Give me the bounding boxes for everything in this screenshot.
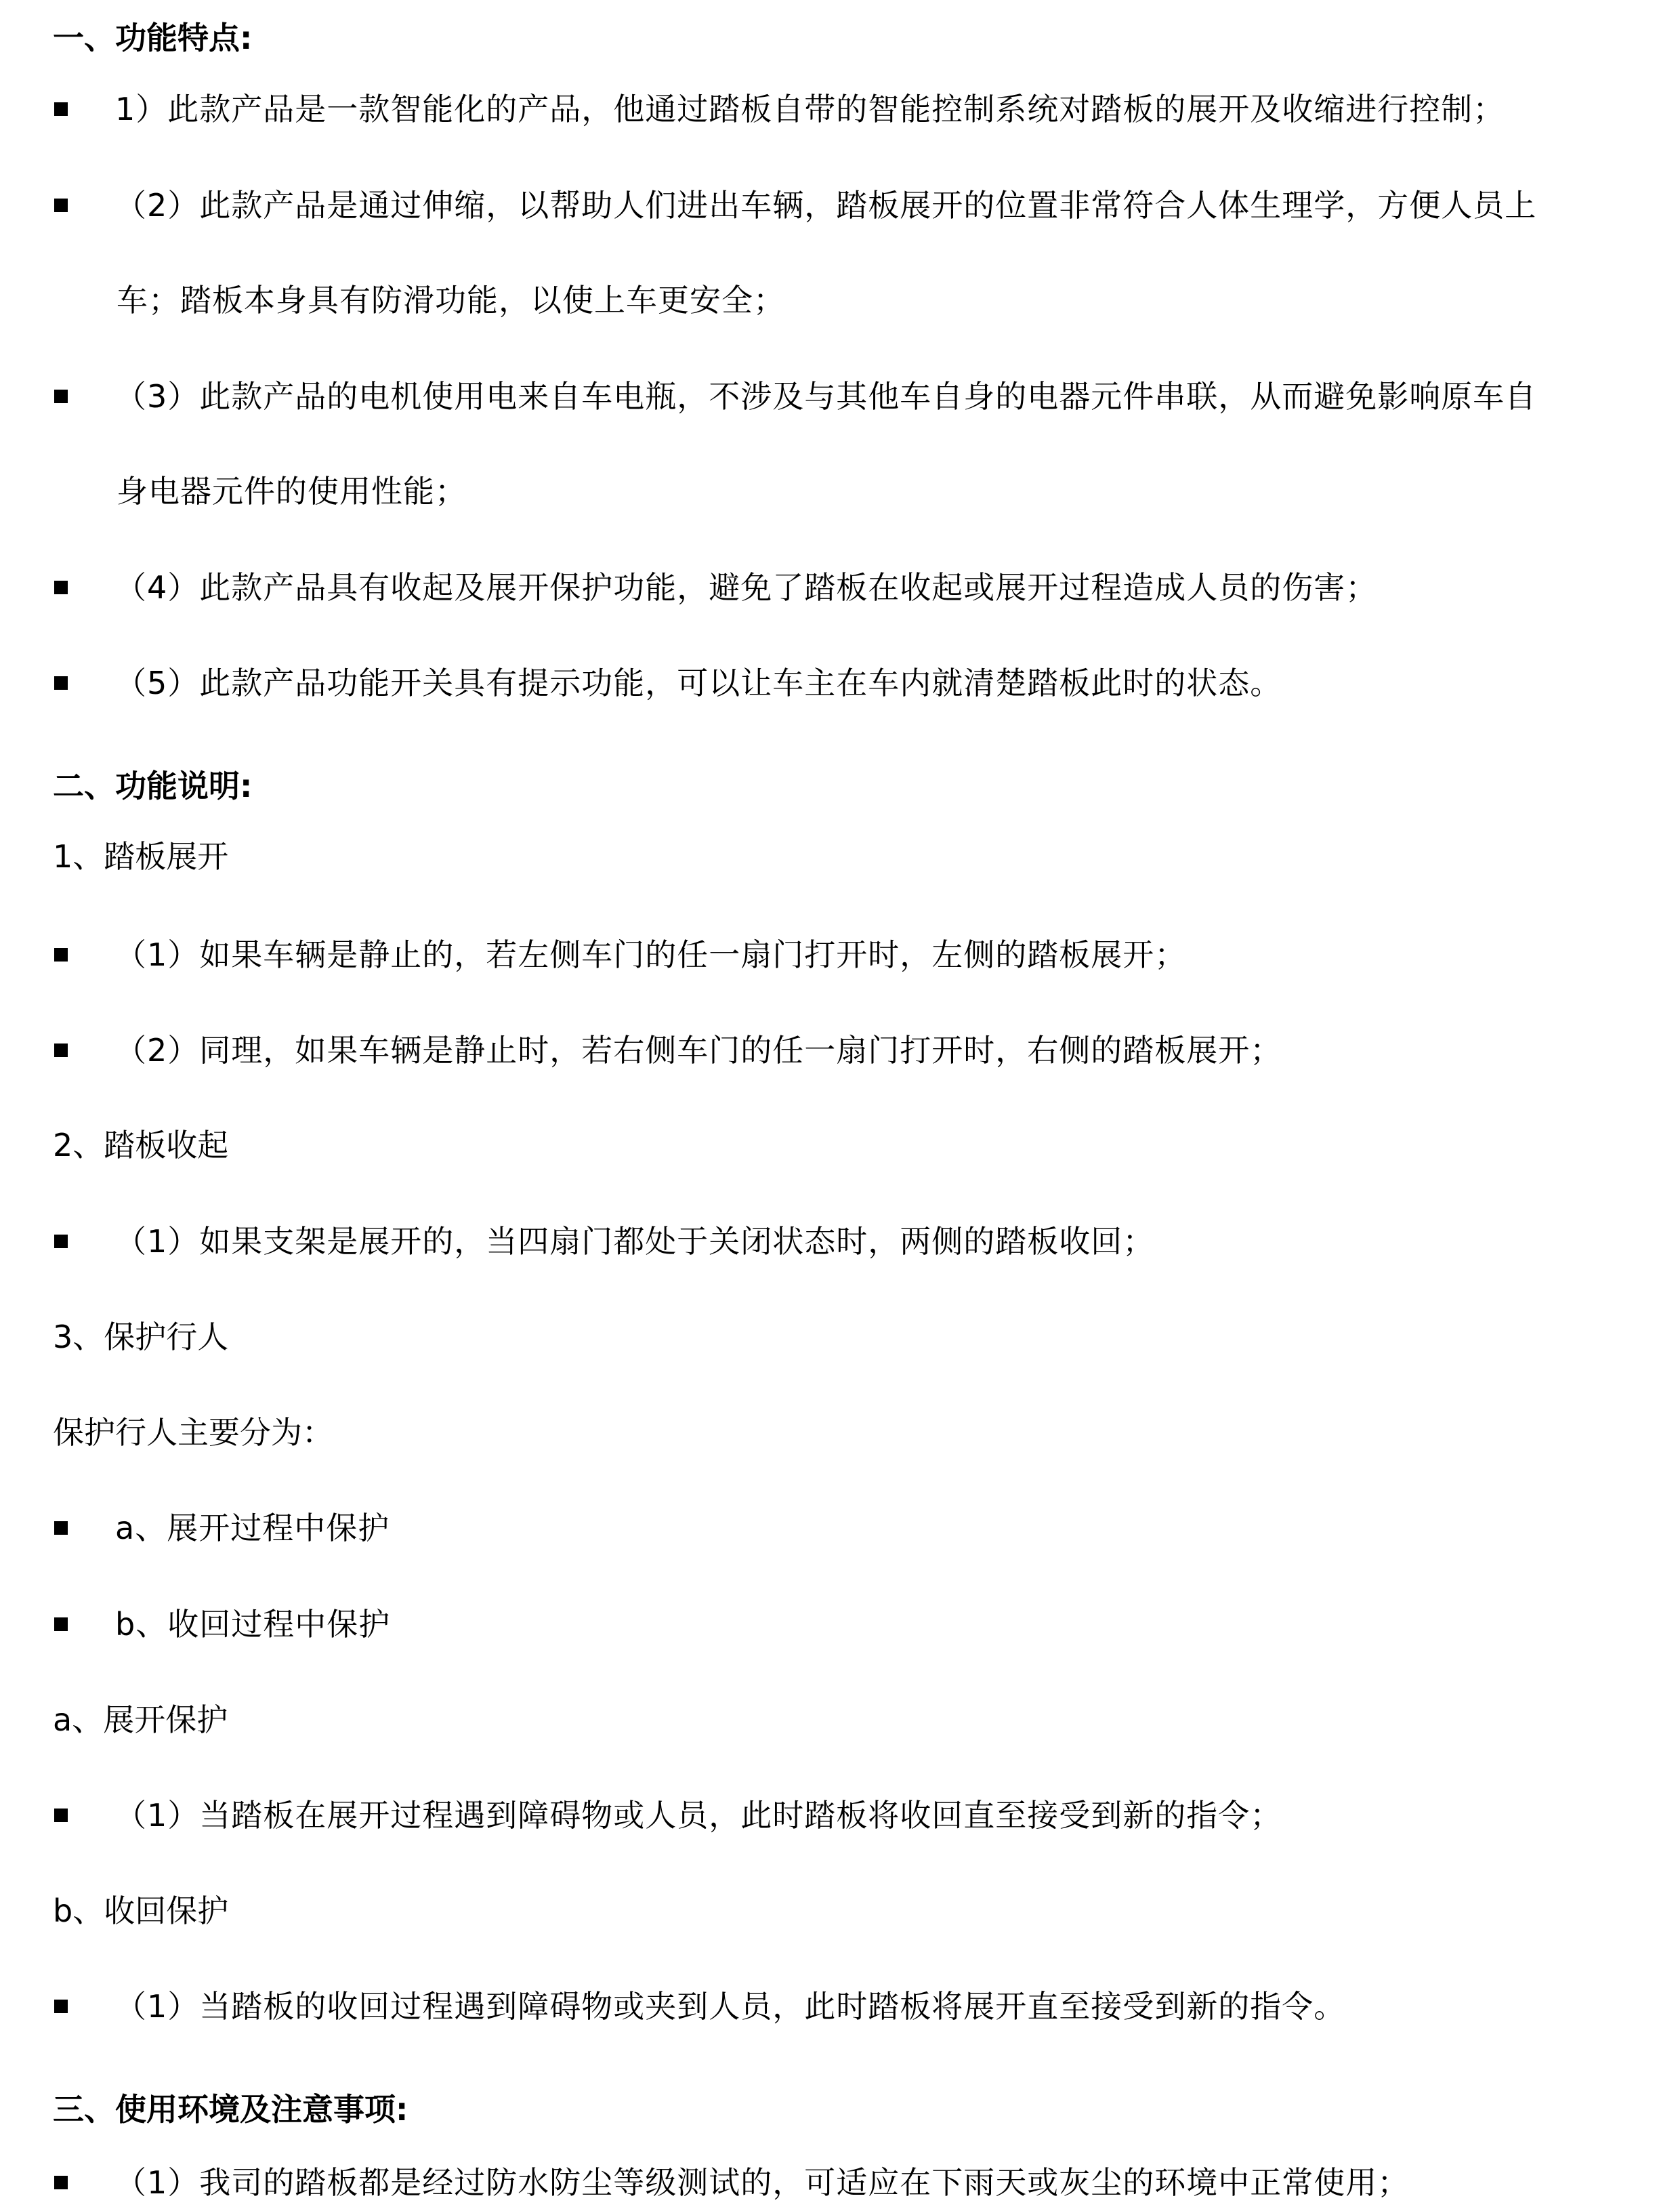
bullet-marker (54, 1043, 68, 1057)
list-item: （5）此款产品功能开关具有提示功能，可以让车主在车内就清楚踏板此时的状态。 (115, 665, 1282, 701)
bullet-marker (54, 1617, 68, 1631)
list-item: （1）如果支架是展开的，当四扇门都处于关闭状态时，两侧的踏板收回； (115, 1223, 1155, 1260)
subsection-heading: 3、保护行人 (53, 1319, 229, 1355)
section-3-heading: 三、使用环境及注意事项: (53, 2091, 408, 2128)
section-2-heading: 二、功能说明: (53, 768, 253, 804)
list-item: （2）同理，如果车辆是静止时，若右侧车门的任一扇门打开时，右侧的踏板展开； (115, 1032, 1282, 1069)
bullet-marker (54, 199, 68, 212)
bullet-marker (54, 581, 68, 594)
list-item: （3）此款产品的电机使用电来自车电瓶，不涉及与其他车自身的电器元件串联，从而避免影响原车自 (115, 378, 1537, 415)
bullet-marker (54, 2000, 68, 2013)
list-item: 1）此款产品是一款智能化的产品，他通过踏板自带的智能控制系统对踏板的展开及收缩进行控制； (115, 91, 1505, 127)
bullet-marker (54, 390, 68, 403)
bullet-marker (54, 1809, 68, 1822)
bullet-marker (54, 102, 68, 116)
list-item: （4）此款产品具有收起及展开保护功能，避免了踏板在收起或展开过程造成人员的伤害； (115, 569, 1378, 606)
list-item: （1）当踏板的收回过程遇到障碍物或夹到人员，此时踏板将展开直至接受到新的指令。 (115, 1988, 1346, 2025)
subsection-heading: 2、踏板收起 (53, 1127, 229, 1163)
bullet-marker (54, 676, 68, 690)
subsection-heading: 1、踏板展开 (53, 838, 229, 875)
list-item-continuation: 车；踏板本身具有防滑功能，以使上车更安全； (117, 282, 785, 318)
subsection-heading: b、收回保护 (53, 1893, 229, 1929)
list-item: （1）我司的踏板都是经过防水防尘等级测试的，可适应在下雨天或灰尘的环境中正常使用； (115, 2164, 1410, 2201)
section-1-heading: 一、功能特点: (53, 20, 253, 56)
list-item-continuation: 身电器元件的使用性能； (117, 473, 467, 510)
subsection-heading: a、展开保护 (53, 1701, 228, 1738)
bullet-marker (54, 1235, 68, 1248)
list-item: b、收回过程中保护 (115, 1606, 391, 1642)
list-item: （1）如果车辆是静止的，若左侧车门的任一扇门打开时，左侧的踏板展开； (115, 936, 1187, 973)
paragraph: 保护行人主要分为： (53, 1414, 333, 1451)
list-item: （2）此款产品是通过伸缩，以帮助人们进出车辆，踏板展开的位置非常符合人体生理学，方便人员上 (115, 187, 1537, 224)
bullet-marker (54, 2176, 68, 2189)
bullet-marker (54, 1521, 68, 1535)
bullet-marker (54, 948, 68, 962)
list-item: （1）当踏板在展开过程遇到障碍物或人员，此时踏板将收回直至接受到新的指令； (115, 1797, 1282, 1834)
list-item: a、展开过程中保护 (115, 1510, 390, 1546)
